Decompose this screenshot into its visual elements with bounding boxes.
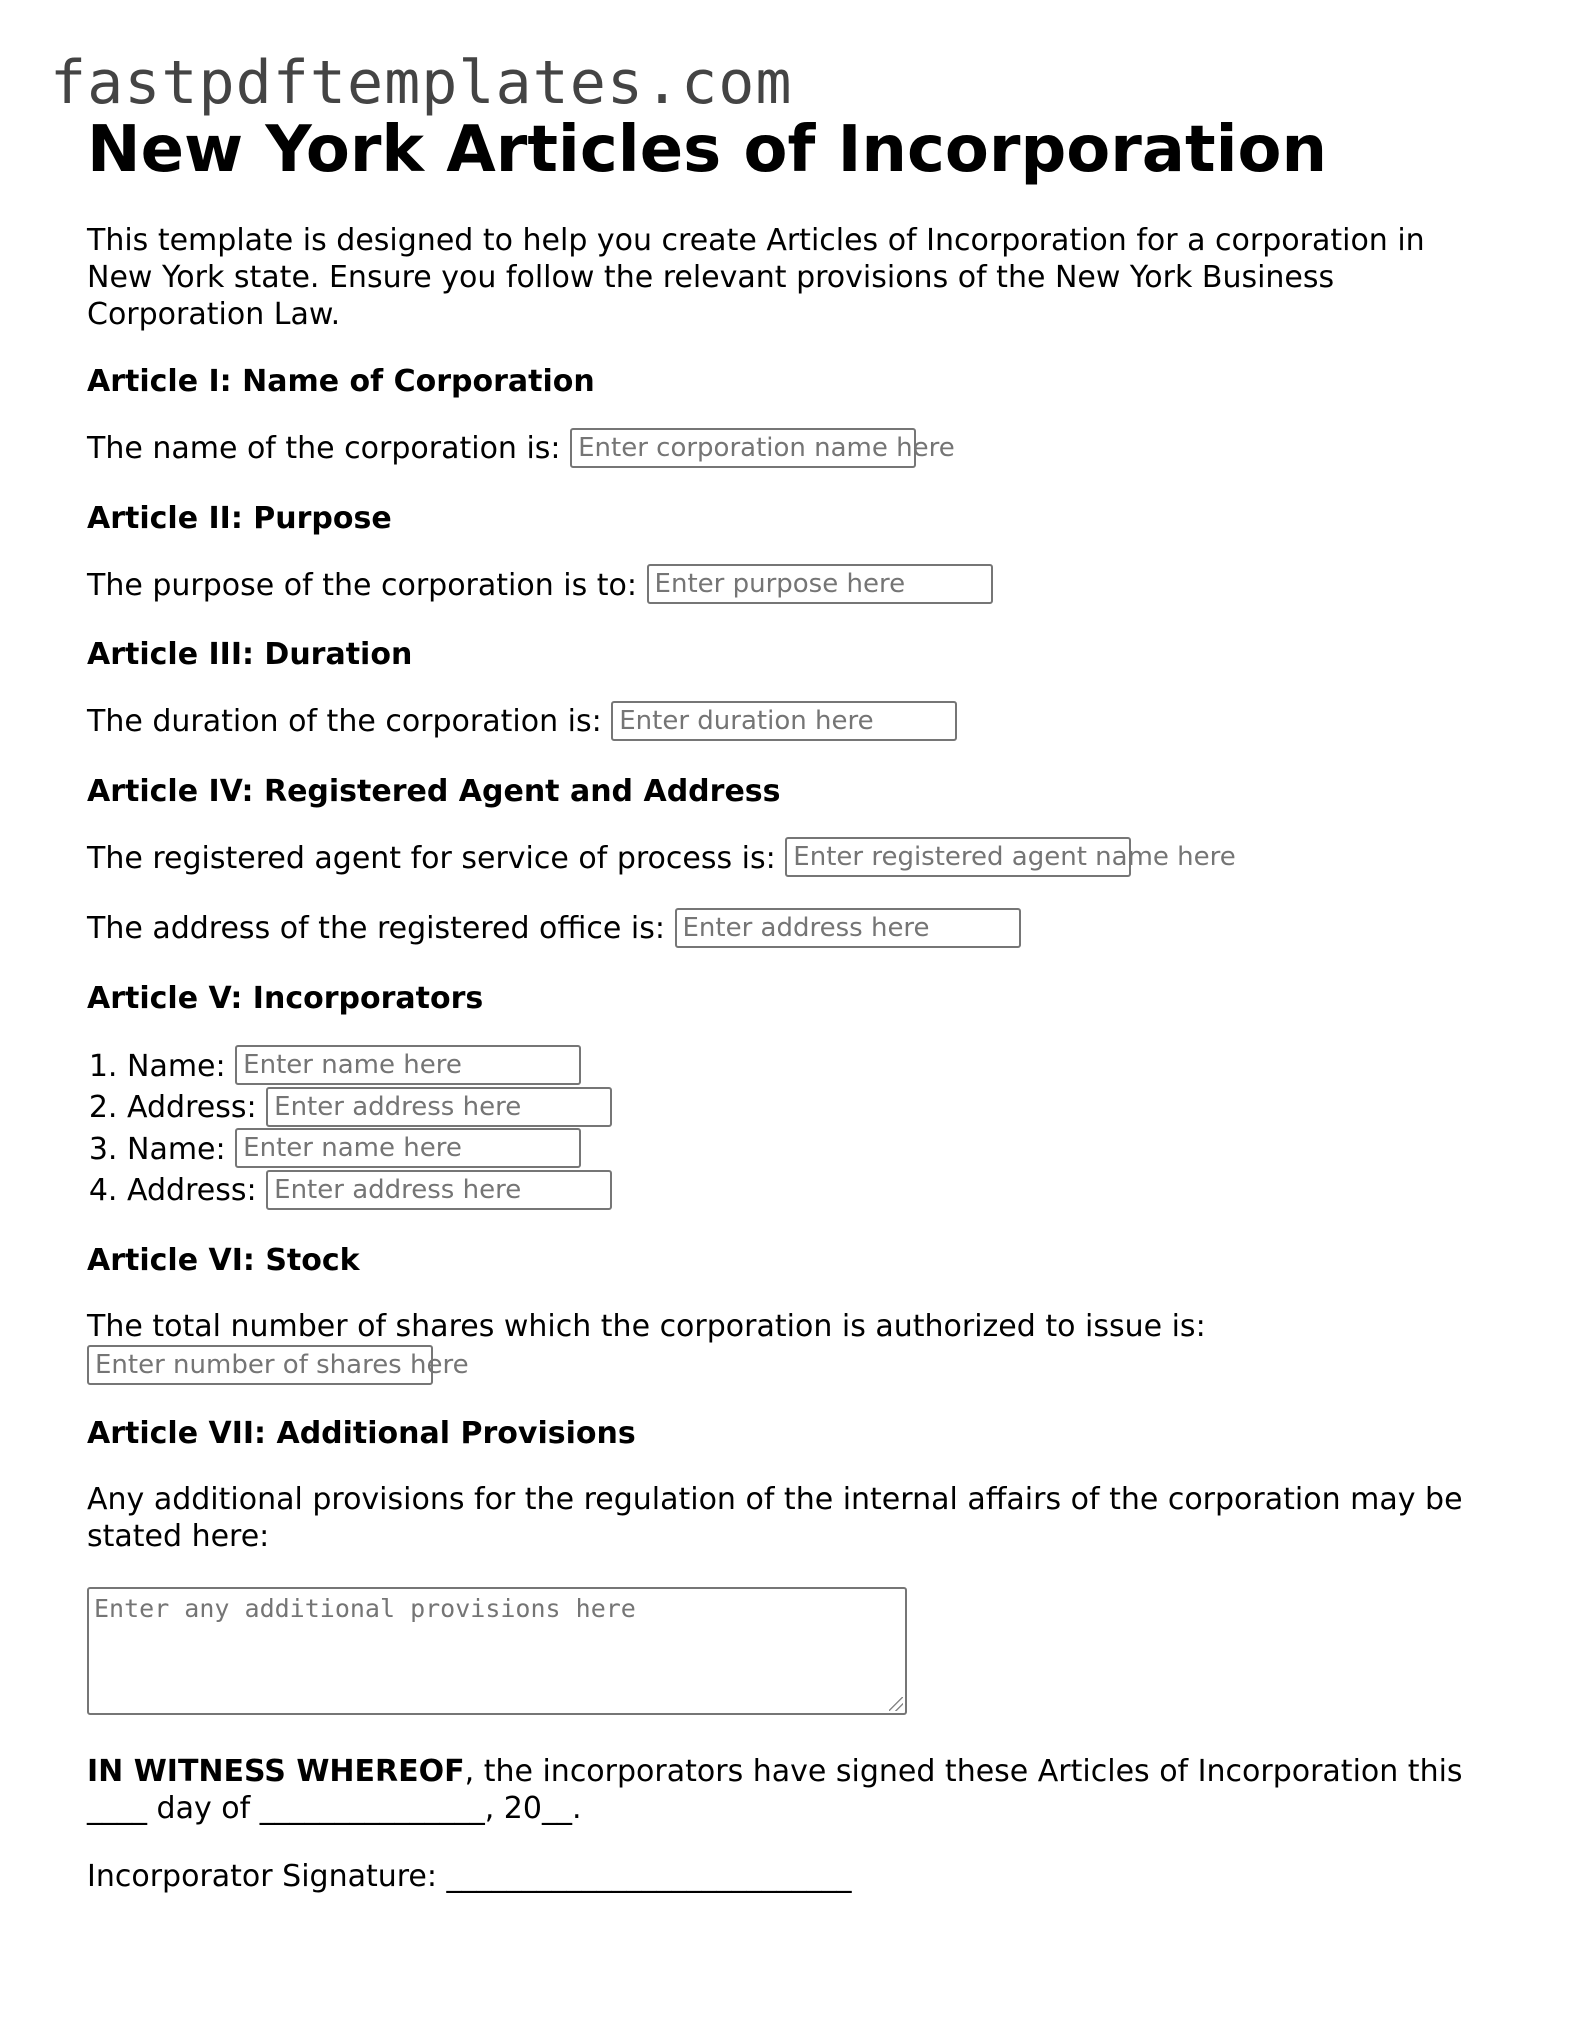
shares-line	[87, 1308, 1487, 1385]
purpose-input[interactable]: Enter purpose here	[647, 564, 993, 604]
additional-provisions-placeholder: Enter any additional provisions here	[94, 1593, 636, 1623]
registered-agent-label: The registered agent for service of process is:	[87, 840, 776, 876]
incorporator-1-name-input[interactable]: Enter name here	[235, 1045, 581, 1085]
incorporator-signature-line: Incorporator Signature: ___________________________	[87, 1858, 852, 1894]
incorporator-1-address-input[interactable]: Enter address here	[266, 1087, 612, 1127]
list-item	[127, 1170, 1487, 1212]
article-6-heading: Article VI: Stock	[87, 1242, 360, 1278]
incorporator-2-name-label: Name:	[127, 1131, 226, 1167]
additional-provisions-label: Any additional provisions for the regulation of the internal affairs of the corporation may be stated here:	[87, 1481, 1463, 1554]
intro-paragraph: This template is designed to help you create Articles of Incorporation for a corporation in New York state. Ensure you follow the relevant provisions of the New York Business Corporation Law.	[87, 223, 1425, 332]
duration-input[interactable]: Enter duration here	[611, 701, 957, 741]
witness-clause	[87, 1753, 1487, 1827]
article-3-heading: Article III: Duration	[87, 637, 413, 672]
list-item	[127, 1129, 1487, 1171]
additional-provisions-textarea[interactable]	[87, 1587, 907, 1715]
incorporators-list	[87, 1046, 1487, 1212]
corporation-name-label: The name of the corporation is:	[87, 431, 561, 466]
incorporator-1-address-label: Address:	[127, 1090, 257, 1125]
resize-handle-icon[interactable]	[889, 1697, 903, 1711]
article-1-line	[87, 429, 1487, 470]
registered-address-line	[87, 909, 1487, 950]
incorporator-2-name-input[interactable]: Enter name here	[235, 1128, 581, 1168]
article-2-line	[87, 566, 1487, 607]
article-5-heading: Article V: Incorporators	[87, 980, 484, 1016]
document-body	[87, 110, 1487, 1897]
article-3-line	[87, 702, 1487, 743]
page-title: New York Articles of Incorporation	[87, 113, 1328, 187]
registered-agent-line	[87, 839, 1487, 880]
witness-text: , the incorporators have signed these Articles of Incorporation this ____ day of _______________, 20__.	[87, 1753, 1463, 1826]
registered-agent-input[interactable]: Enter registered agent name here	[785, 837, 1131, 877]
article-2-heading: Article II: Purpose	[87, 500, 392, 536]
shares-input[interactable]: Enter number of shares here	[87, 1345, 433, 1385]
list-item	[127, 1087, 1487, 1129]
incorporator-2-address-label: Address:	[127, 1173, 257, 1208]
incorporator-1-name-label: Name:	[127, 1048, 226, 1084]
shares-label: The total number of shares which the corporation is authorized to issue is:	[87, 1308, 1206, 1344]
witness-bold-text: IN WITNESS WHEREOF	[87, 1753, 465, 1789]
corporation-name-input[interactable]: Enter corporation name here	[570, 428, 916, 468]
article-1-heading: Article I: Name of Corporation	[87, 364, 595, 399]
site-watermark: fastpdftemplates.com	[50, 48, 793, 118]
registered-address-label: The address of the registered office is:	[87, 911, 665, 946]
duration-label: The duration of the corporation is:	[87, 704, 602, 739]
purpose-label: The purpose of the corporation is to:	[87, 567, 637, 603]
incorporator-2-address-input[interactable]: Enter address here	[266, 1170, 612, 1210]
registered-address-input[interactable]: Enter address here	[675, 908, 1021, 948]
article-7-heading: Article VII: Additional Provisions	[87, 1415, 636, 1451]
list-item	[127, 1046, 1487, 1088]
article-4-heading: Article IV: Registered Agent and Address	[87, 773, 781, 809]
